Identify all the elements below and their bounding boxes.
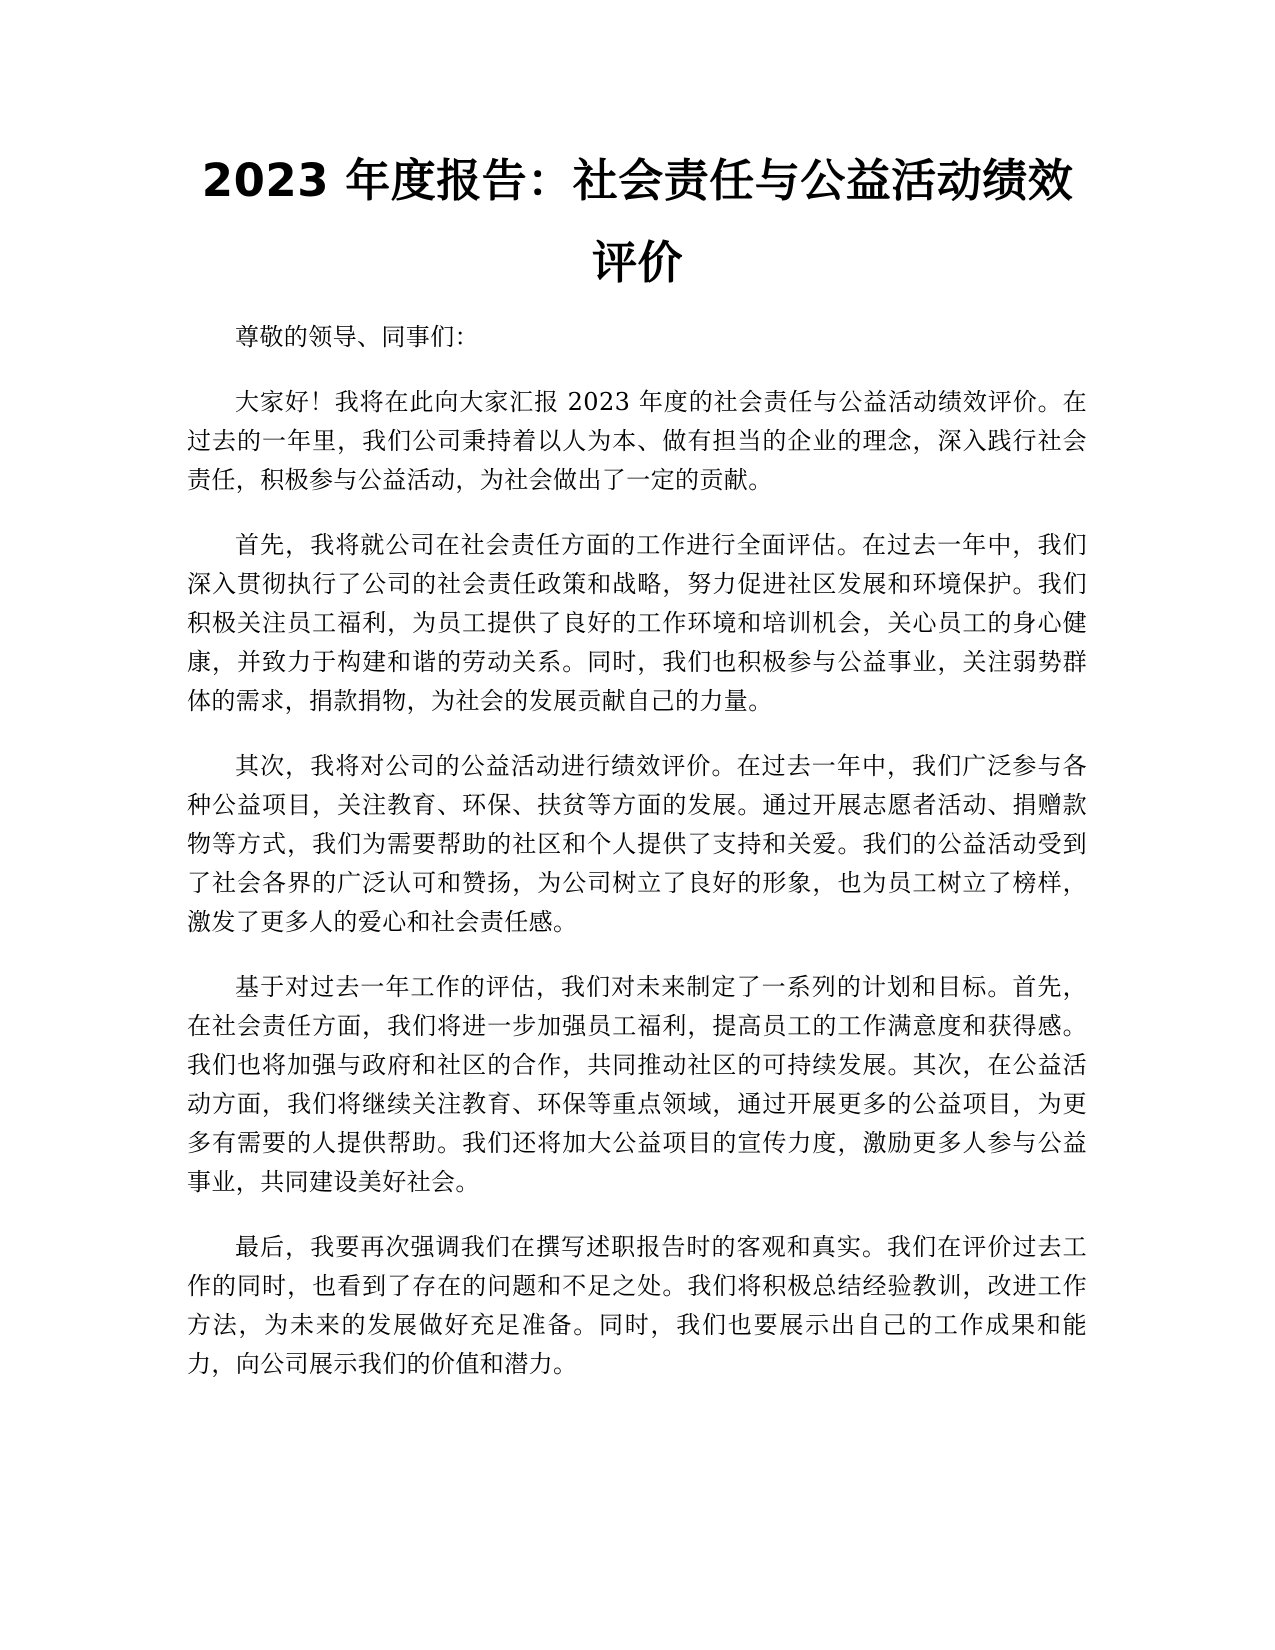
paragraph-future-plans: 基于对过去一年工作的评估，我们对未来制定了一系列的计划和目标。首先，在社会责任方面，我们将进一步加强员工福利，提高员工的工作满意度和获得感。我们也将加强与政府和社区的合作，共同推动社区的可持续发展。其次，在公益活动方面，我们将继续关注教育、环保等重点领域，通过开展更多的公益项目，为更多有需要的人提供帮助。我们还将加大公益项目的宣传力度，激励更多人参与公益事业，共同建设美好社会。 [187, 973, 1087, 1196]
paragraph-conclusion: 最后，我要再次强调我们在撰写述职报告时的客观和真实。我们在评价过去工作的同时，也看到了存在的问题和不足之处。我们将积极总结经验教训，改进工作方法，为未来的发展做好充足准备。同时，我们也要展示出自己的工作成果和能力，向公司展示我们的价值和潜力。 [187, 1233, 1087, 1378]
paragraph-social-responsibility: 首先，我将就公司在社会责任方面的工作进行全面评估。在过去一年中，我们深入贯彻执行了公司的社会责任政策和战略，努力促进社区发展和环境保护。我们积极关注员工福利，为员工提供了良好的工作环境和培训机会，关心员工的身心健康，并致力于构建和谐的劳动关系。同时，我们也积极参与公益事业，关注弱势群体的需求，捐款捐物，为社会的发展贡献自己的力量。 [187, 531, 1087, 715]
document-body [187, 318, 1087, 1410]
salutation: 尊敬的领导、同事们： [235, 323, 479, 351]
paragraph-intro: 大家好！我将在此向大家汇报 2023 年度的社会责任与公益活动绩效评价。在过去的一年里，我们公司秉持着以人为本、做有担当的企业的理念，深入践行社会责任，积极参与公益活动，为社会做出了一定的贡献。 [187, 388, 1087, 494]
paragraph-public-welfare: 其次，我将对公司的公益活动进行绩效评价。在过去一年中，我们广泛参与各种公益项目，关注教育、环保、扶贫等方面的发展。通过开展志愿者活动、捐赠款物等方式，我们为需要帮助的社区和个人提供了支持和关爱。我们的公益活动受到了社会各界的广泛认可和赞扬，为公司树立了良好的形象，也为员工树立了榜样，激发了更多人的爱心和社会责任感。 [187, 752, 1087, 936]
document-title: 2023 年度报告：社会责任与公益活动绩效评价 [201, 154, 1074, 289]
